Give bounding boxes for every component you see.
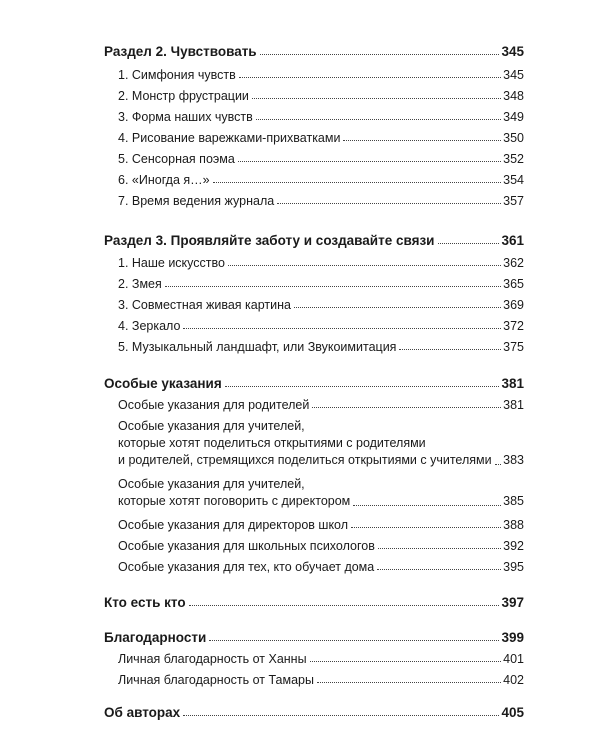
toc-entry[interactable]: 4. Рисование варежками-прихватками 350 <box>118 131 524 145</box>
toc-entry[interactable]: 5. Музыкальный ландшафт, или Звукоимитация 375 <box>118 340 524 354</box>
toc-entry[interactable]: 5. Сенсорная поэма 352 <box>118 152 524 166</box>
toc-entry[interactable]: 4. Зеркало 372 <box>118 319 524 333</box>
toc-entry[interactable]: Особые указания для тех, кто обучает дома 395 <box>118 560 524 574</box>
toc-section-heading[interactable]: Об авторах 405 <box>104 705 524 720</box>
toc-entry[interactable]: 6. «Иногда я…» 354 <box>118 173 524 187</box>
toc-section-heading[interactable]: Кто есть кто 397 <box>104 595 524 610</box>
toc-section-heading[interactable]: Особые указания 381 <box>104 376 524 391</box>
toc-title: Раздел 2. Чувствовать <box>104 44 257 59</box>
toc-entry[interactable]: Особые указания для директоров школ 388 <box>118 518 524 532</box>
toc-entry[interactable]: 1. Симфония чувств 345 <box>118 68 524 82</box>
toc-section-heading[interactable] <box>104 44 524 59</box>
toc-entry[interactable]: 2. Змея 365 <box>118 277 524 291</box>
toc-entry[interactable]: 1. Наше искусство 362 <box>118 256 524 270</box>
toc-section-heading[interactable]: Благодарности 399 <box>104 630 524 645</box>
toc-page: 345 <box>501 44 524 59</box>
toc-entry[interactable]: Особые указания для родителей 381 <box>118 398 524 412</box>
toc-entry[interactable]: Личная благодарность от Тамары 402 <box>118 673 524 687</box>
toc-entry[interactable]: 7. Время ведения журнала 357 <box>118 194 524 208</box>
toc-section-heading[interactable]: Раздел 3. Проявляйте заботу и создавайте связи 361 <box>104 233 524 248</box>
toc-entry-multiline[interactable]: Особые указания для учителей, которые хотят поделиться открытиями с родителями и родителей, стремящихся поделиться открытиями с учителями 383 <box>118 419 524 467</box>
toc-entry[interactable]: Особые указания для школьных психологов 392 <box>118 539 524 553</box>
toc-entry[interactable]: 3. Форма наших чувств 349 <box>118 110 524 124</box>
toc-entry[interactable]: 3. Совместная живая картина 369 <box>118 298 524 312</box>
toc-entry[interactable]: Личная благодарность от Ханны 401 <box>118 652 524 666</box>
toc-entry[interactable]: 2. Монстр фрустрации 348 <box>118 89 524 103</box>
toc-entry-multiline[interactable]: Особые указания для учителей, которые хотят поговорить с директором 385 <box>118 477 524 508</box>
